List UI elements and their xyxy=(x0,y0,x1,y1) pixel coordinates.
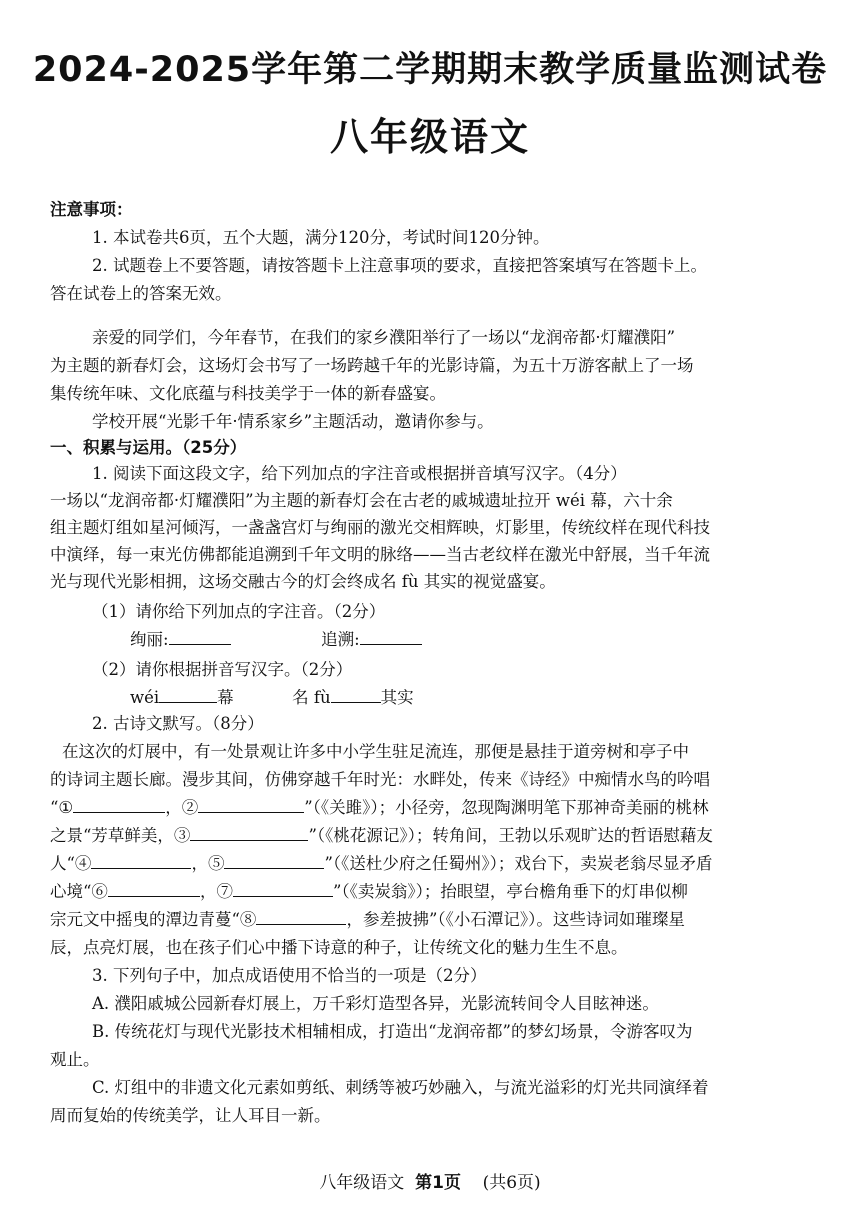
q1-passage-line-2: 组主题灯组如星河倾泻，一盏盏宫灯与绚丽的激光交相辉映，灯影里，传统纹样在现代科技 xyxy=(50,518,710,537)
q2-blank-1-label: “① xyxy=(50,798,74,817)
q3-prompt: 3. 下列句子中，加点成语使用不恰当的一项是（2分） xyxy=(92,966,487,985)
q3-option-b-line2: 观止。 xyxy=(50,1050,100,1069)
notice-item-1: 1. 本试卷共6页，五个大题，满分120分，考试时间120分钟。 xyxy=(92,228,550,247)
answer-blank[interactable] xyxy=(360,630,422,645)
q2-line-2: 的诗词主题长廊。漫步其间，仿佛穿越千年时光：水畔处，传来《诗经》中痴情水鸟的吟唱 xyxy=(50,770,710,789)
q3-option-a: A. 濮阳戚城公园新春灯展上，万千彩灯造型各异，光影流转间令人目眩神迷。 xyxy=(92,994,659,1013)
answer-blank[interactable] xyxy=(91,854,191,869)
q2-line-4 xyxy=(50,826,713,846)
q1-sub1-word-1: 绚丽: xyxy=(130,630,169,649)
q1-sub1-answers xyxy=(130,630,422,650)
q1-sub1-prompt: （1）请你给下列加点的字注音。（2分） xyxy=(92,602,386,621)
answer-blank[interactable] xyxy=(190,826,308,841)
q1-sub2-prompt: （2）请你根据拼音写汉字。（2分） xyxy=(92,660,353,679)
q3-option-b-line1: B. 传统花灯与现代光影技术相辅相成，打造出“龙润帝都”的梦幻场景，令游客叹为 xyxy=(92,1022,693,1041)
q2-line-1: 在这次的灯展中，有一处景观让许多中小学生驻足流连，那便是悬挂于道旁树和亭子中 xyxy=(62,742,689,761)
q1-sub2-char-1: 幕 xyxy=(217,688,234,707)
notice-item-2-line2: 答在试卷上的答案无效。 xyxy=(50,284,232,303)
q2-blank-8-label: 宗元文中摇曳的潭边青蔓“⑧ xyxy=(50,910,257,929)
q2-line-7-text: ，参差披拂”（《小石潭记》）。这些诗词如璀璨星 xyxy=(346,910,685,929)
q2-line-5 xyxy=(50,854,712,874)
intro-line-1: 亲爱的同学们，今年春节，在我们的家乡濮阳举行了一场以“龙润帝都·灯耀濮阳” xyxy=(92,328,676,347)
q1-sub2-answers xyxy=(130,688,414,708)
q2-line-7 xyxy=(50,910,685,930)
q3-option-c-line2: 周而复始的传统美学，让人耳目一新。 xyxy=(50,1106,331,1125)
q1-prompt: 1. 阅读下面这段文字，给下列加点的字注音或根据拼音填写汉字。（4分） xyxy=(92,464,627,483)
q1-sub2-pinyin-1: wéi xyxy=(130,688,160,707)
q1-sub2-pinyin-2: 名 fù xyxy=(292,688,331,707)
answer-blank[interactable] xyxy=(169,630,231,645)
section-1-heading: 一、积累与运用。（25分） xyxy=(50,438,247,457)
exam-subtitle: 八年级语文 xyxy=(329,115,530,159)
footer-subject: 八年级语文 xyxy=(319,1173,405,1193)
answer-blank[interactable] xyxy=(224,854,324,869)
q1-passage-line-1: 一场以“龙润帝都·灯耀濮阳”为主题的新春灯会在古老的戚城遗址拉开 wéi 幕，六十余 xyxy=(50,491,673,510)
answer-blank[interactable] xyxy=(198,798,304,813)
intro-line-3: 集传统年味、文化底蕴与科技美学于一体的新春盛宴。 xyxy=(50,384,446,403)
q1-sub1-word-2: 追溯: xyxy=(321,630,360,649)
q2-blank-6-label: 心境“⑥ xyxy=(50,882,108,901)
q2-line-3-text: ”（《关雎》）；小径旁，忽现陶渊明笔下那神奇美丽的桃林 xyxy=(304,798,709,817)
q2-line-8: 辰，点亮灯展，也在孩子们心中播下诗意的种子，让传统文化的魅力生生不息。 xyxy=(50,938,628,957)
q2-blank-2-label: ，② xyxy=(165,798,199,817)
page-footer xyxy=(0,1168,860,1193)
q1-passage-line-3: 中演绎，每一束光仿佛都能追溯到千年文明的脉络——当古老纹样在激光中舒展，当千年流 xyxy=(50,545,710,564)
q2-line-3 xyxy=(50,798,709,818)
intro-line-4: 学校开展“光影千年·情系家乡”主题活动，邀请你参与。 xyxy=(92,412,494,431)
answer-blank[interactable] xyxy=(233,882,333,897)
q2-blank-4-label: 人“④ xyxy=(50,854,92,873)
notice-item-2-line1: 2. 试题卷上不要答题，请按答题卡上注意事项的要求，直接把答案填写在答题卡上。 xyxy=(92,256,707,275)
q2-blank-3-label: 之景“芳草鲜美，③ xyxy=(50,826,191,845)
footer-total-pages: (共6页) xyxy=(482,1173,541,1193)
answer-blank[interactable] xyxy=(256,910,346,925)
q3-option-c-line1: C. 灯组中的非遗文化元素如剪纸、刺绣等被巧妙融入，与流光溢彩的灯光共同演绎着 xyxy=(92,1078,709,1097)
q1-passage-line-4: 光与现代光影相拥，这场交融古今的灯会终成名 fù 其实的视觉盛宴。 xyxy=(50,572,556,591)
intro-line-2: 为主题的新春灯会，这场灯会书写了一场跨越千年的光影诗篇，为五十万游客献上了一场 xyxy=(50,356,694,375)
answer-blank[interactable] xyxy=(108,882,200,897)
notice-heading: 注意事项： xyxy=(50,200,133,219)
q2-blank-7-label: ，⑦ xyxy=(199,882,233,901)
exam-title: 2024-2025学年第二学期期末教学质量监测试卷 xyxy=(32,50,828,90)
q2-line-6 xyxy=(50,882,688,902)
q2-prompt: 2. 古诗文默写。（8分） xyxy=(92,714,264,733)
answer-blank[interactable] xyxy=(331,688,381,703)
q2-line-5-text: ”（《送杜少府之任蜀州》）；戏台下，卖炭老翁尽显矛盾 xyxy=(324,854,713,873)
answer-blank[interactable] xyxy=(159,688,217,703)
q2-line-6-text: ”（《卖炭翁》）；抬眼望，亭台檐角垂下的灯串似柳 xyxy=(332,882,688,901)
answer-blank[interactable] xyxy=(73,798,165,813)
q2-line-4-text: ”（《桃花源记》）；转角间，王勃以乐观旷达的哲语慰藉友 xyxy=(308,826,713,845)
footer-page-number: 第1页 xyxy=(415,1173,461,1193)
q2-blank-5-label: ，⑤ xyxy=(191,854,225,873)
q1-sub2-char-2: 其实 xyxy=(380,688,414,707)
